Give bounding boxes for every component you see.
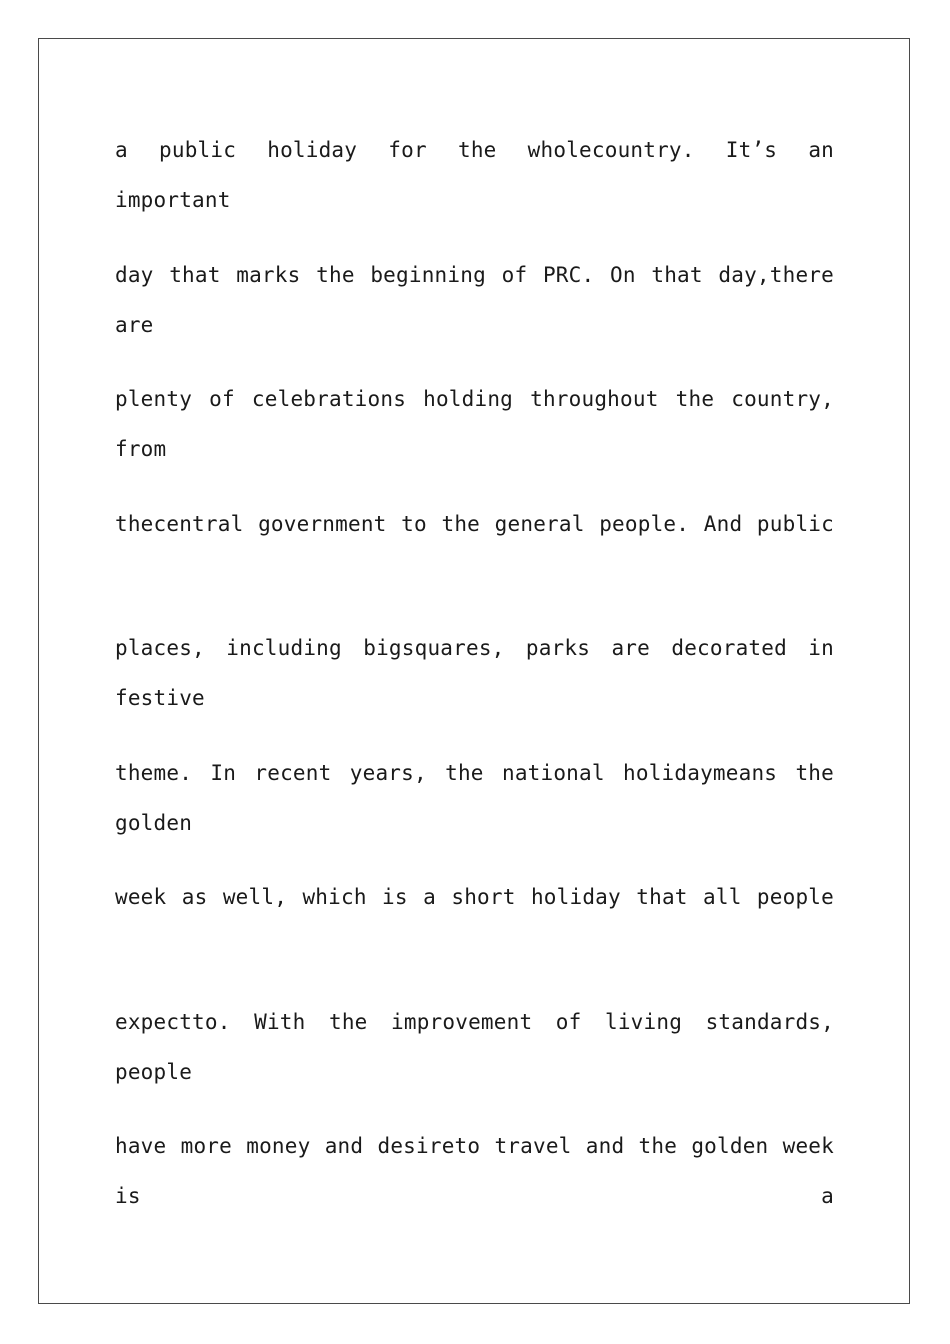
text-line-9: have more money and desireto travel and the golden week is a [115, 1134, 834, 1208]
text-line-3: plenty of celebrations holding throughout the country, from [115, 387, 834, 461]
text-line-2: day that marks the beginning of PRC. On that day,there are [115, 262, 834, 337]
text-line-5: places, including bigsquares, parks are decorated in festive [115, 636, 834, 710]
text-line-8: expectto. With the improvement of living standards, people [115, 1009, 834, 1084]
text-line-1: a public holiday for the wholecountry. It’s an important [115, 138, 834, 212]
text-line-7: week as well, which is a short holiday that all people [115, 885, 834, 909]
text-line-6: theme. In recent years, the national holidaymeans the golden [115, 760, 834, 835]
text-line-4: thecentral government to the general people. And public [115, 511, 834, 536]
document-body [115, 125, 834, 1246]
